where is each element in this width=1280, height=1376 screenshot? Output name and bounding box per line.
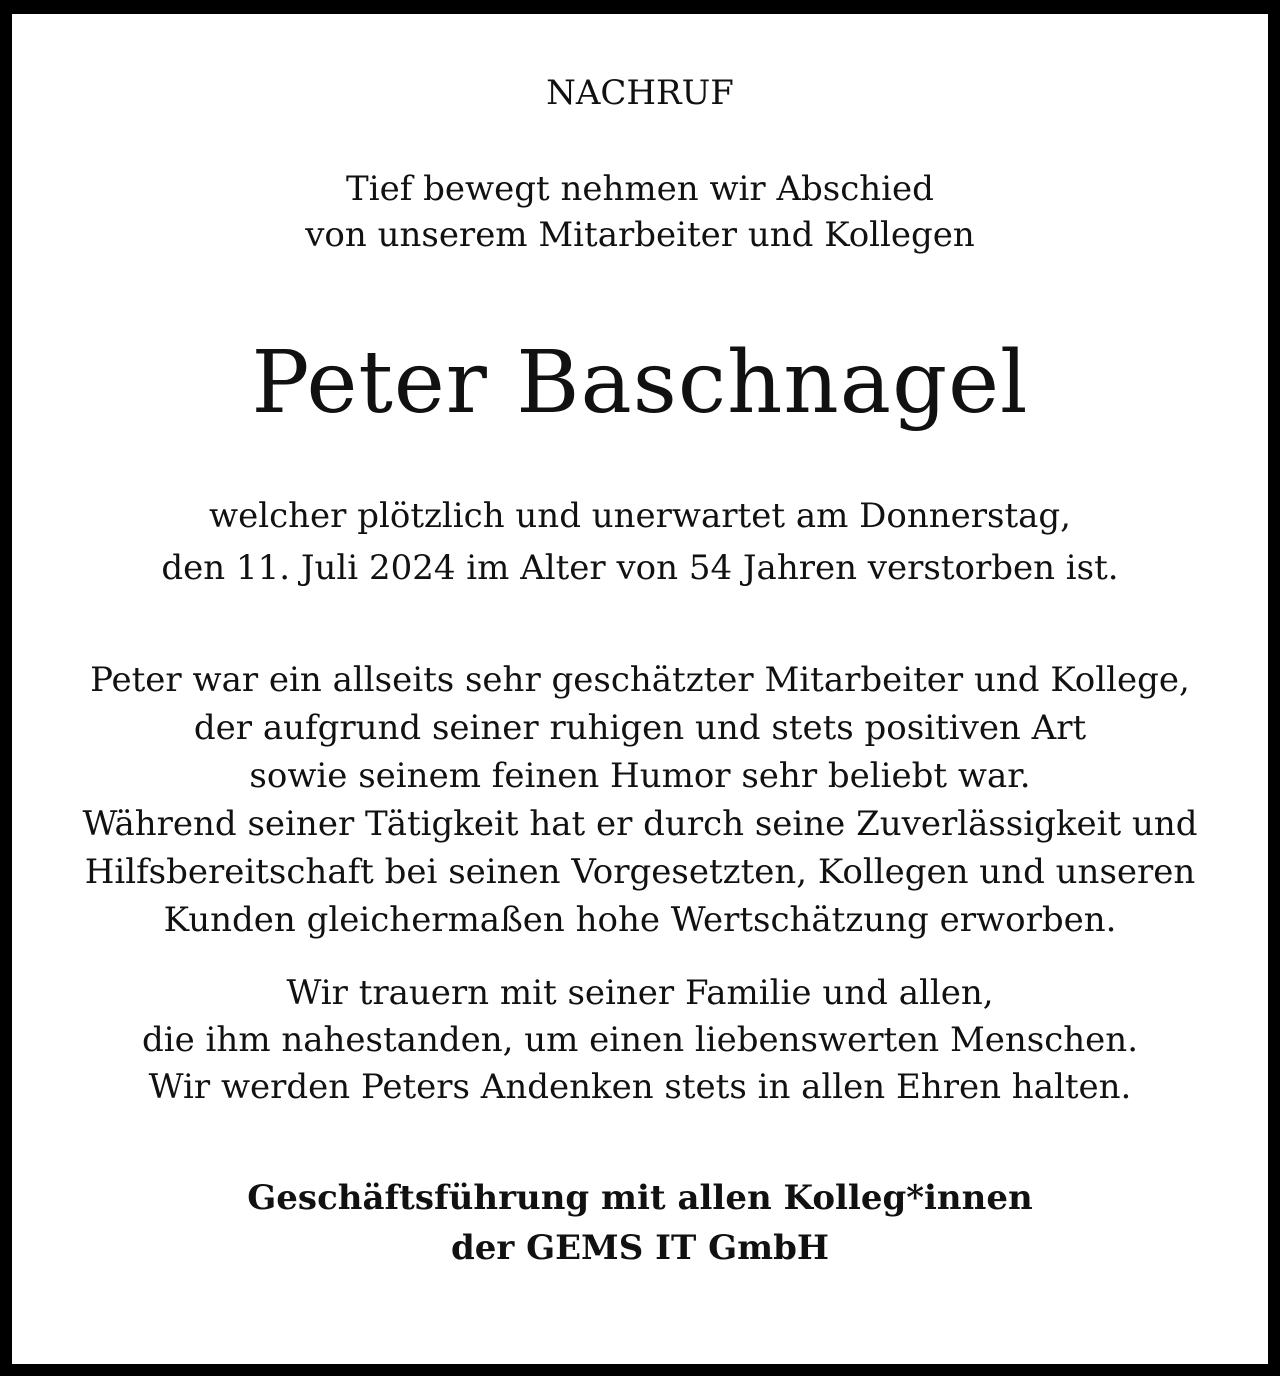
intro-paragraph [0, 166, 1280, 258]
signature-line: Geschäftsführung mit allen Kolleg*innen [247, 1178, 1033, 1218]
death-info-paragraph [0, 490, 1280, 594]
mourning-line: die ihm nahestanden, um einen liebenswerten Menschen. [141, 1020, 1139, 1060]
intro-line: Tief bewegt nehmen wir Abschied [346, 169, 934, 209]
obituary-heading [0, 70, 1280, 116]
heading-text: NACHRUF [546, 73, 734, 113]
mourning-paragraph [0, 970, 1280, 1111]
intro-line: von unserem Mitarbeiter und Kollegen [305, 215, 975, 255]
death-info-line: den 11. Juli 2024 im Alter von 54 Jahren verstorben ist. [161, 548, 1119, 588]
signature-company: der GEMS IT GmbH [450, 1228, 830, 1268]
tribute-line: Hilfsbereitschaft bei seinen Vorgesetzten, Kollegen und unseren [84, 852, 1196, 892]
tribute-line: sowie seinem feinen Humor sehr beliebt war. [249, 756, 1031, 796]
deceased-name-text: Peter Baschnagel [251, 333, 1029, 433]
mourning-line: Wir werden Peters Andenken stets in allen Ehren halten. [148, 1067, 1132, 1107]
tribute-line: Peter war ein allseits sehr geschätzter Mitarbeiter und Kollege, [90, 660, 1190, 700]
deceased-name [0, 328, 1280, 438]
death-info-line: welcher plötzlich und unerwartet am Donnerstag, [209, 496, 1071, 536]
tribute-line: der aufgrund seiner ruhigen und stets positiven Art [193, 708, 1087, 748]
tribute-line: Kunden gleichermaßen hohe Wertschätzung erworben. [163, 900, 1117, 940]
signature-block [0, 1173, 1280, 1273]
tribute-paragraph [0, 656, 1280, 944]
mourning-line: Wir trauern mit seiner Familie und allen, [286, 973, 994, 1013]
tribute-line: Während seiner Tätigkeit hat er durch seine Zuverlässigkeit und [82, 804, 1198, 844]
